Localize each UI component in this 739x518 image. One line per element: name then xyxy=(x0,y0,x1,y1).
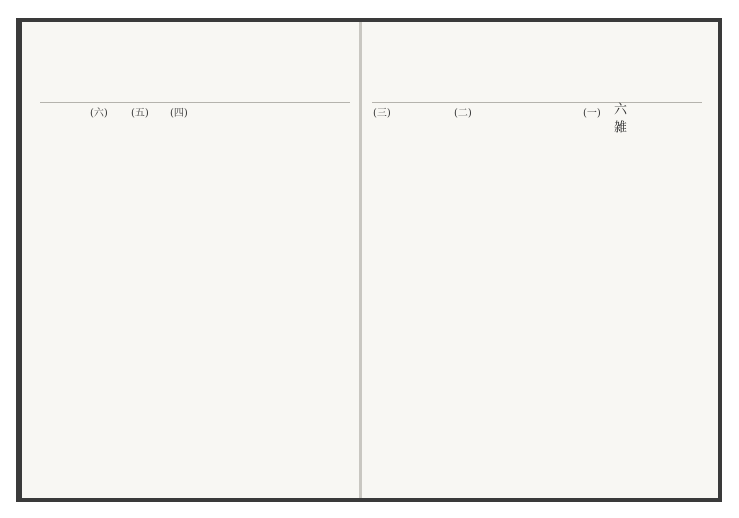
page-right xyxy=(362,22,718,498)
page-left xyxy=(22,22,360,498)
section-marker-2: (二) xyxy=(454,108,472,119)
section-marker-1: (一) xyxy=(583,108,601,119)
section-heading: 六 雑 xyxy=(611,102,626,134)
header-rule-right xyxy=(372,102,702,103)
section-marker-6: (六) xyxy=(90,108,108,119)
section-marker-4: (四) xyxy=(170,108,188,119)
section-marker-3: (三) xyxy=(373,108,391,119)
header-rule-left xyxy=(40,102,350,103)
page-gutter xyxy=(359,22,362,498)
section-marker-5: (五) xyxy=(131,108,149,119)
